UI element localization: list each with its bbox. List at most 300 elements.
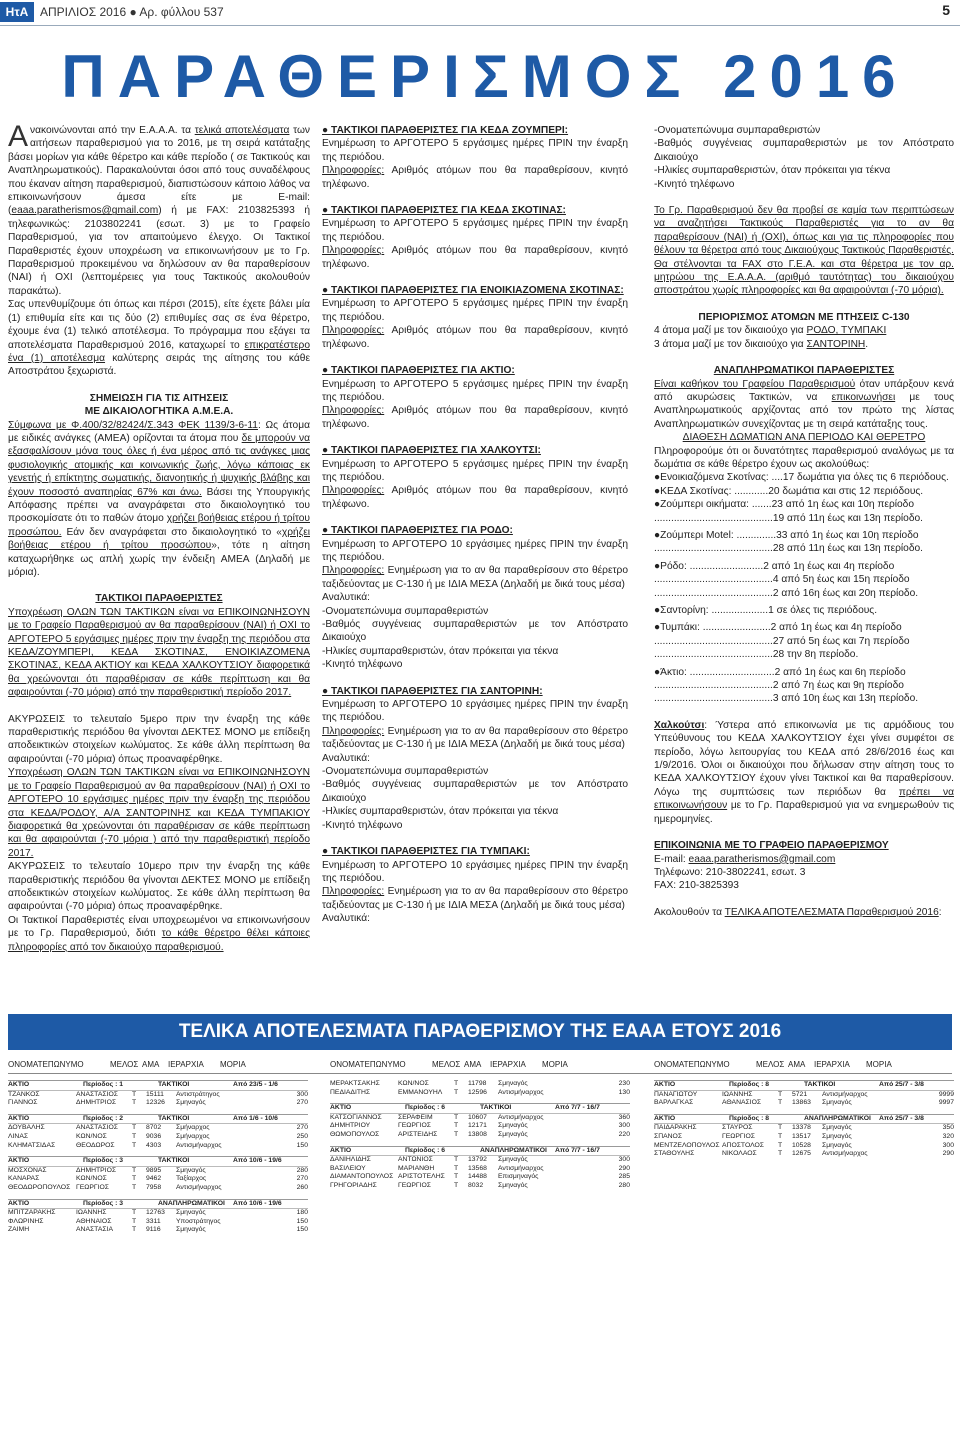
section-heading-text: ΤΑΚΤΙΚΟΙ ΠΑΡΑΘΕΡΙΣΤΕΣ ΓΙΑ ΑΚΤΙΟ: — [330, 365, 515, 377]
group-header-cell: Περίοδος : 6 — [405, 1146, 446, 1154]
results-cell: 270 — [296, 1124, 308, 1132]
results-cell: ΑΠΟΣΤΟΛΟΣ — [722, 1141, 765, 1149]
group-header-cell: Από 23/5 - 1/6 — [233, 1081, 278, 1088]
results-cell: Τ — [454, 1181, 459, 1189]
group-header-cell: Από 25/7 - 3/8 — [879, 1114, 924, 1122]
results-cell: 180 — [296, 1209, 308, 1217]
results-group — [8, 1114, 308, 1150]
results-cell: 12596 — [468, 1088, 487, 1096]
results-cell: ΤΖΑΝΚΟΣ — [8, 1090, 40, 1098]
results-cell: ΠΑΝΑΓΙΩΤΟΥ — [654, 1090, 698, 1098]
results-row — [330, 1156, 630, 1165]
results-cell: ΔΑΝΙΗΛΙΔΗΣ — [330, 1156, 371, 1164]
results-group-header — [8, 1156, 308, 1167]
limit-text: 3 άτομα μαζί με τον δικαιούχο για — [654, 338, 807, 350]
list-item: Αναλυτικά: — [322, 592, 370, 604]
chalkoutsi-text-2: με το Γρ. Παραθερισμού για να ενημερωθούν τις ημερομηνίες. — [654, 800, 954, 825]
group-header-cell: Περίοδος : 1 — [83, 1081, 124, 1088]
section-info — [322, 404, 628, 431]
results-cell: 300 — [942, 1141, 954, 1149]
issue-info: ΑΠΡΙΛΙΟΣ 2016 ● Αρ. φύλλου 537 — [40, 5, 224, 19]
contact-email-link[interactable]: eaaa.paratherismos@gmail.com — [688, 853, 836, 865]
results-cell: Σμήναρχος — [176, 1124, 210, 1132]
results-row — [330, 1165, 630, 1174]
group-header-cell: ΑΚΤΙΟ — [8, 1157, 30, 1165]
results-cell: ΛΙΝΑΣ — [8, 1132, 29, 1140]
results-column-2 — [330, 1080, 630, 1197]
c130-limit-1 — [654, 324, 954, 337]
results-cell: Τ — [454, 1122, 459, 1130]
section-line: Ενημέρωση το ΑΡΓΟΤΕΡΟ 10 εργάσιμες ημέρες ΠΡΙΝ την έναρξη της περιόδου. — [322, 538, 628, 563]
results-group — [654, 1114, 954, 1159]
info-label: Πληροφορίες: — [322, 565, 385, 577]
list-item: -Βαθμός συγγένειας συμπαραθεριστών με τον Απόστρατο Δικαιούχο — [654, 138, 954, 163]
room-allocation-line: ..........................................2 από 16η έως και 20η περίοδο. — [654, 587, 919, 599]
group-header-cell: ΑΝΑΠΛΗΡΩΜΑΤΙΚΟΙ — [158, 1199, 225, 1207]
group-header-cell: Περίοδος : 8 — [729, 1081, 770, 1088]
info-label: Πληροφορίες: — [322, 325, 385, 337]
results-cell: Αντισμήναρχος — [176, 1183, 222, 1191]
results-cell: 230 — [618, 1080, 630, 1087]
results-cell: Τ — [132, 1183, 137, 1191]
results-group-header — [8, 1080, 308, 1091]
results-row — [330, 1089, 630, 1098]
results-group — [330, 1103, 630, 1139]
results-row — [654, 1142, 954, 1151]
room-allocation-line: ●ΚΕΔΑ Σκοτίνας: ............20 δωμάτια και στις 12 περιόδους. — [654, 485, 924, 497]
column-header-points: ΜΟΡΙΑ — [542, 1060, 568, 1069]
group-header-cell: ΑΚΤΙΟ — [8, 1114, 30, 1122]
results-cell: Σμηναγός — [822, 1099, 852, 1107]
results-cell: ΓΕΩΡΓΙΟΣ — [398, 1181, 432, 1189]
results-group-header — [330, 1146, 630, 1157]
results-cell: Σμηναγός — [498, 1181, 528, 1189]
results-cell: ΓΕΩΡΓΙΟΣ — [76, 1183, 110, 1191]
section-heading: ● ΤΑΚΤΙΚΟΙ ΠΑΡΑΘΕΡΙΣΤΕΣ ΓΙΑ ΣΑΝΤΟΡΙΝΗ: — [322, 685, 543, 697]
results-cell: 290 — [618, 1164, 630, 1172]
room-allocation-line: ●Ενοικιαζόμενα Σκοτίνας: ....17 δωμάτια για όλες τις 6 περιόδους. — [654, 472, 949, 484]
results-cell: Σμηναγός — [822, 1141, 852, 1149]
chalkoutsi-paragraph — [654, 719, 954, 826]
list-item: Αναλυτικά: — [322, 752, 370, 764]
info-text: Ενημέρωση για το αν θα παραθερίσουν στο θέρετρο ταξιδεύοντας με C-130 ή με ΙΔΙΑ ΜΕΣΑ (Δηλαδή με δικά τους μέσα) — [322, 886, 628, 911]
section-info — [322, 564, 628, 591]
section-heading-text: ΤΑΚΤΙΚΟΙ ΠΑΡΑΘΕΡΙΣΤΕΣ ΓΙΑ ΡΟΔΟ: — [330, 525, 513, 537]
results-cell: Τ — [778, 1124, 783, 1132]
results-cell: ΔΗΜΗΤΡΙΟΣ — [76, 1166, 117, 1174]
note-text: : Ως άτομα με ειδικές ανάγκες (ΑΜΕΑ) ορίζονται τα άτομα που — [8, 419, 310, 444]
section-heading: ● ΤΑΚΤΙΚΟΙ ΠΑΡΑΘΕΡΙΣΤΕΣ ΓΙΑ ΚΕΔΑ ΣΚΟΤΙΝΑΣ: — [322, 205, 566, 217]
section-block — [322, 124, 628, 204]
results-cell: 260 — [296, 1183, 308, 1191]
note-text-3: Εάν δεν αναγράφεται στο δικαιολογητικό το « — [61, 526, 282, 538]
results-group — [8, 1156, 308, 1192]
results-group — [330, 1146, 630, 1191]
results-column-headers — [8, 1056, 952, 1074]
intro-text-3: ) ή με FAX: 2103825393 ή τηλεφωνικώς: 2103802241 (εσωτ. 3) με το Γραφείο Παραθερισμού, για τον απαιτούμενο έλεγχο. Οι Τακτικοί Παραθεριστές έχουν υποχρέωση να επικοινωνήσουν με το Γρ. Παραθερισμού προκειμένου να δηλώσουν αν θα παραθερίσουν (ΝΑΙ) ή ΟΧΙ (λεπτομέρειες για τους Τακτικούς ακολουθούν παρακάτω). — [8, 205, 310, 297]
page-header — [0, 0, 960, 26]
results-group-header — [330, 1103, 630, 1114]
regular-text-1: Υποχρέωση ΟΛΩΝ ΤΩΝ ΤΑΚΤΙΚΩΝ είναι να ΕΠΙΚΟΙΝΩΝΗΣΟΥΝ με το Γραφείο Παραθερισμού αν θα παραθερίσουν (ΝΑΙ) ή ΟΧΙ το ΑΡΓΟΤΕΡΟ 5 εργάσιμες ημέρες πριν την έναρξη της περιόδου στα ΚΕΔΑ/ΖΟΥΜΠΕΡΙ, ΚΕΔΑ ΣΚΟΤΙΝΑΣ, ΕΝΟΙΚΙΑΖΟΜΕΝΑ ΣΚΟΤΙΝΑΣ, ΚΕΔΑ ΑΚΤΙΟΥ και ΚΕΔΑ ΧΑΛΚΟΥΤΣΙΟΥ διαφορετικά θα χρεώνονται ότι παραθέρισαν σε κάθε περίπτωση και θα αφαιρούνται (-70 μόρια) από την παραθεριστική περίοδο 2017. — [8, 606, 310, 699]
list-item: -Ηλικίες συμπαραθεριστών, όταν πρόκειται για τέκνα — [654, 165, 891, 177]
group-header-cell: Περίοδος : 6 — [405, 1104, 446, 1112]
group-header-cell: Από 7/7 - 16/7 — [555, 1146, 600, 1154]
section-line: Ενημέρωση το ΑΡΓΟΤΕΡΟ 5 εργάσιμες ημέρες ΠΡΙΝ την έναρξη της περιόδου. — [322, 218, 628, 243]
group-header-cell: ΑΝΑΠΛΗΡΩΜΑΤΙΚΟΙ — [804, 1114, 871, 1122]
section-heading: ● ΤΑΚΤΙΚΟΙ ΠΑΡΑΘΕΡΙΣΤΕΣ ΓΙΑ ΕΝΟΙΚΙΑΖΟΜΕΝΑ ΣΚΟΤΙΝΑΣ: — [322, 285, 624, 297]
results-row — [654, 1124, 954, 1133]
column-header-priority: ΙΕΡΑΡΧΙΑ — [490, 1060, 526, 1069]
section-heading-text: ΤΑΚΤΙΚΟΙ ΠΑΡΑΘΕΡΙΣΤΕΣ ΓΙΑ ΧΑΛΚΟΥΤΣΙ: — [330, 445, 541, 457]
list-item: -Ονοματεπώνυμα συμπαραθεριστών — [322, 605, 489, 617]
results-cell: ΔΗΜΗΤΡΙΟΣ — [76, 1099, 117, 1107]
results-cell: ΜΑΡΙΑΝΘΗ — [398, 1164, 435, 1172]
regular-text-4: ΑΚΥΡΩΣΕΙΣ το τελευταίο 10μερο πριν την έναρξη της κάθε παραθεριστικής περιόδου θα γίνονται ΔΕΚΤΕΣ ΜΟΝΟ με επίδειξη αποδεικτικών στοιχείων κωλύματος. Σε κάθε άλλη περίπτωση θα αφαιρούνται (-70 μόρια) όπως προαναφέρθηκε. — [8, 861, 310, 913]
chalkoutsi-text: : Ύστερα από επικοινωνία με τις αρμόδιους του Υπεύθυνους του ΚΕΔΑ ΧΑΛΚΟΥΤΣΙΟΥ έχει γίνει συμφέτοι σε περίοδο, λόγω λειτουργίας του ΚΕΔΑ από 28/6/2016 έως και 1/9/2016. Όλοι οι δικαιούχοι που δήλωσαν στην αίτηση τους το ΚΕΔΑ ΧΑΛΚΟΥΤΣΙΟΥ έχουν γίνει Τακτικοί και θα παραθερίσουν. Λόγω της συμπτώσεις των περιόδων θα — [654, 719, 954, 798]
room-allocation-line: ..........................................3 από 10η έως και 13η περίοδο. — [654, 693, 919, 705]
info-label: Πληροφορίες: — [322, 245, 385, 257]
c130-limit-heading: ΠΕΡΙΟΡΙΣΜΟΣ ΑΤΟΜΩΝ ΜΕ ΠΤΗΣΕΙΣ C-130 — [698, 311, 910, 323]
group-header-cell: ΑΚΤΙΟ — [654, 1114, 676, 1122]
results-cell: 150 — [296, 1141, 308, 1149]
alternates-underline: Είναι καθήκον του Γραφείου Παραθερισμού — [654, 378, 856, 390]
results-cell: ΓΕΩΡΓΙΟΣ — [722, 1132, 756, 1140]
results-row — [8, 1175, 308, 1184]
results-intro-end: : — [938, 906, 942, 918]
list-item: -Κινητό τηλέφωνο — [654, 178, 735, 190]
results-cell: Επισμηναγός — [498, 1173, 539, 1181]
results-cell: ΣΠΑΝΟΣ — [654, 1132, 683, 1140]
group-header-cell: ΤΑΚΤΙΚΟΙ — [158, 1081, 190, 1088]
results-cell: 13568 — [468, 1164, 487, 1172]
results-cell: ΔΙΑΜΑΝΤΟΠΟΥΛΟΣ — [330, 1173, 394, 1181]
results-cell: ΣΕΡΑΦΕΙΜ — [398, 1113, 433, 1121]
list-item: -Κινητό τηλέφωνο — [322, 659, 403, 671]
results-cell: ΔΗΜΗΤΡΙΟΥ — [330, 1122, 371, 1130]
page-title: ΠΑΡΑΘΕΡΙΣΜΟΣ 2016 — [61, 43, 909, 110]
results-cell: Σμηναγός — [176, 1226, 206, 1234]
column-header-ama: ΑΜΑ — [464, 1060, 482, 1069]
results-cell: 270 — [296, 1099, 308, 1107]
note-ref: Σύμφωνα με Φ.400/32/82424/Σ.343 ΦΕΚ 1139/3-6-11 — [8, 419, 258, 431]
group-header-cell: Από 10/6 - 19/6 — [233, 1157, 282, 1165]
section-santorini — [322, 685, 628, 832]
room-allocation-line: ●Τυμπάκι: ........................2 από 1η έως και 4η περίοδο — [654, 622, 902, 634]
results-cell: ΓΡΗΓΟΡΙΑΔΗΣ — [330, 1181, 377, 1189]
results-cell: 290 — [942, 1150, 954, 1158]
group-header-cell: Περίοδος : 3 — [83, 1157, 124, 1165]
section-heading: ● ΤΑΚΤΙΚΟΙ ΠΑΡΑΘΕΡΙΣΤΕΣ ΓΙΑ ΧΑΛΚΟΥΤΣΙ: — [322, 445, 541, 457]
results-cell: 150 — [296, 1226, 308, 1234]
note-text-4: », τότε η αίτηση καταχωρήθηκε ως απλή χωρίς την ένδειξη ΑΜΕΑ (Δηλαδή με μόρια). — [8, 540, 311, 578]
results-row — [330, 1173, 630, 1182]
results-cell: 5721 — [792, 1090, 808, 1098]
results-group-header — [8, 1199, 308, 1210]
group-header-cell: ΤΑΚΤΙΚΟΙ — [480, 1104, 512, 1112]
results-cell: Σμηναγός — [176, 1209, 206, 1217]
regular-heading: ΤΑΚΤΙΚΟΙ ΠΑΡΑΘΕΡΙΣΤΕΣ — [95, 593, 223, 605]
results-cell: ΖΑΙΜΗ — [8, 1226, 30, 1234]
group-header-cell: Από 25/7 - 3/8 — [879, 1081, 924, 1088]
regular-text-5a: Οι Τακτικοί Παραθεριστές είναι υποχρεωμένοι να επικοινωνήσουν με το Γρ. Παραθερισμού, διότι — [8, 914, 310, 940]
list-item: -Ονοματεπώνυμα συμπαραθεριστών — [654, 125, 821, 136]
alternates-underline-2: επικοινωνήσει — [831, 391, 896, 403]
results-cell: ΓΕΩΡΓΙΟΣ — [398, 1122, 432, 1130]
results-cell: 12763 — [146, 1209, 165, 1217]
column-header-priority: ΙΕΡΑΡΧΙΑ — [168, 1060, 204, 1069]
info-text: Αριθμός ατόμων που θα παραθερίσουν, κινητό τηλέφωνο. — [322, 405, 628, 430]
info-text: Αριθμός ατόμων που θα παραθερίσουν, κινητό τηλέφωνο. — [322, 165, 628, 190]
group-header-cell: ΑΚΤΙΟ — [330, 1146, 352, 1154]
results-cell: ΒΑΣΙΛΕΙΟΥ — [330, 1164, 366, 1172]
results-cell: 8702 — [146, 1124, 162, 1132]
results-cell: Σμήναρχος — [176, 1132, 210, 1140]
results-cell: 7958 — [146, 1183, 162, 1191]
alternates-text-3: με τους Αναπληρωματικούς αρχίζοντας από τον πρώτο της λίστας Αναπληρωματικών συνεχίζοντας με τη σειρά κατάταξης τους. — [654, 391, 954, 430]
section-heading-text: ΤΑΚΤΙΚΟΙ ΠΑΡΑΘΕΡΙΣΤΕΣ ΓΙΑ ΤΥΜΠΑΚΙ: — [330, 846, 530, 858]
column-header-points: ΜΟΡΙΑ — [866, 1060, 892, 1069]
note-heading-1: ΣΗΜΕΙΩΣΗ ΓΙΑ ΤΙΣ ΑΙΤΗΣΕΙΣ — [89, 392, 229, 404]
group-header-cell: ΑΚΤΙΟ — [8, 1199, 30, 1207]
results-cell: Τ — [454, 1156, 459, 1164]
results-cell: ΔΟΥΒΑΛΗΣ — [8, 1124, 45, 1132]
results-row — [654, 1099, 954, 1108]
results-cell: ΑΝΑΣΤΑΣΙΟΣ — [76, 1090, 118, 1098]
results-cell: ΣΤΑΥΡΟΣ — [722, 1124, 753, 1132]
results-cell: ΑΡΙΣΤΟΤΕΛΗΣ — [398, 1173, 445, 1181]
group-header-cell: Περίοδος : 8 — [729, 1114, 770, 1122]
room-allocation-line: ●Ζούμπερι οικήματα: .......23 από 1η έως και 10η περίοδο — [654, 499, 915, 511]
results-cell: Τ — [454, 1080, 459, 1087]
email-link[interactable]: eaaa.paratherismos@gmail.com — [11, 205, 159, 217]
results-cell: ΜΕΝΤΖΕΛΟΠΟΥΛΟΣ — [654, 1141, 720, 1149]
room-allocation-line: ..........................................2 από 7η έως και 9η περίοδο — [654, 680, 904, 692]
results-row — [8, 1133, 308, 1142]
info-text: Αριθμός ατόμων που θα παραθερίσουν, κινητό τηλέφωνο. — [322, 245, 628, 270]
column-header-name: ΟΝΟΜΑΤΕΠΩΝΥΜΟ — [654, 1060, 730, 1069]
section-tympaki — [322, 845, 628, 925]
regular-text-5u: το κάθε θέρετρο θέλει κάποιες πληροφορίες από τον δικαιούχο παραθερισμού. — [8, 928, 310, 953]
note-underline-2: χρήζει βοήθειας ετέρου ή τρίτου προσώπου. — [8, 513, 310, 538]
results-cell: ΜΠΙΤΖΑΡΑΚΗΣ — [8, 1209, 56, 1217]
note-underline-3: χρήζει βοήθειας ετέρου ή τρίτου προσώπου — [8, 526, 310, 552]
results-row — [8, 1124, 308, 1133]
results-cell: ΘΕΟΔΩΡΟΣ — [76, 1141, 115, 1149]
info-label: Πληροφορίες: — [322, 725, 385, 737]
room-allocation-line: ..........................................28 την 8η περίοδο. — [654, 649, 859, 661]
section-line: Ενημέρωση το ΑΡΓΟΤΕΡΟ 5 εργάσιμες ημέρες ΠΡΙΝ την έναρξη της περιόδου. — [322, 138, 628, 163]
results-cell: 250 — [296, 1132, 308, 1140]
group-header-cell: ΑΚΤΙΟ — [654, 1081, 676, 1088]
group-header-cell: Περίοδος : 3 — [83, 1199, 124, 1207]
intro-text-2: των αιτήσεων παραθερισμού για το 2016, με τη σειρά κατάταξης βάσει μορίων για κάθε θέρετρο και κάθε περίοδο ( σε Τακτικούς και Αναπληρωματικούς). Παρακαλούνται όσοι από τους συναδέλφους που έκαναν αίτηση παραθερισμού, διαπιστώσουν κάποιο λάθος να επικοινωνήσουν άμεσα είτε με E-mail: ( — [8, 125, 311, 217]
group-header-cell: Από 10/6 - 19/6 — [233, 1199, 282, 1207]
column-header-ama: ΑΜΑ — [788, 1060, 806, 1069]
info-label: Πληροφορίες: — [322, 165, 385, 177]
column-header-branch: ΜΕΛΟΣ — [432, 1060, 461, 1069]
section-heading: ● ΤΑΚΤΙΚΟΙ ΠΑΡΑΘΕΡΙΣΤΕΣ ΓΙΑ ΑΚΤΙΟ: — [322, 365, 515, 377]
results-cell: Σμηναγός — [498, 1080, 528, 1087]
results-column-1 — [8, 1080, 308, 1241]
group-header-cell: Περίοδος : 2 — [83, 1114, 124, 1122]
results-cell: Τ — [454, 1130, 459, 1138]
results-row — [8, 1184, 308, 1193]
section-info — [322, 484, 628, 511]
group-header-cell: Από 7/7 - 16/7 — [555, 1104, 600, 1112]
results-group-header — [8, 1114, 308, 1125]
results-cell: Αντισμήναρχος — [822, 1150, 868, 1158]
chalkoutsi-label: Χαλκούτσι — [654, 719, 705, 731]
info-text: Αριθμός ατόμων που θα παραθερίσουν, κινητό τηλέφωνο. — [322, 485, 628, 510]
spacer — [322, 511, 628, 524]
section-heading: ● ΤΑΚΤΙΚΟΙ ΠΑΡΑΘΕΡΙΣΤΕΣ ΓΙΑ ΡΟΔΟ: — [322, 525, 513, 537]
room-allocation-line: ..........................................4 από 5η έως και 15η περίοδο — [654, 574, 910, 586]
results-cell: 360 — [618, 1113, 630, 1121]
results-cell: ΚΩΝ/ΝΟΣ — [76, 1132, 107, 1140]
results-cell: Σμηναγός — [176, 1099, 206, 1107]
results-cell: Τ — [778, 1132, 783, 1140]
regular-text-2: ΑΚΥΡΩΣΕΙΣ το τελευταίο 5μερο πριν την έναρξη της κάθε παραθεριστικής περιόδου θα γίνονται ΔΕΚΤΕΣ ΜΟΝΟ με επίδειξη αποδεικτικών στοιχείων κωλύματος. Σε κάθε άλλη περίπτωση θα αφαιρούνται (-70 μόρια) όπως προαναφέρθηκε. — [8, 713, 310, 765]
results-cell: Τ — [778, 1141, 783, 1149]
info-label: Πληροφορίες: — [322, 405, 385, 417]
results-row — [8, 1218, 308, 1227]
section-heading-text: ΤΑΚΤΙΚΟΙ ΠΑΡΑΘΕΡΙΣΤΕΣ ΓΙΑ ΚΕΔΑ ΣΚΟΤΙΝΑΣ: — [330, 205, 566, 217]
results-cell: Σμηναγός — [498, 1130, 528, 1138]
results-cell: ΘΩΜΟΠΟΥΛΟΣ — [330, 1130, 380, 1138]
results-cell: 285 — [618, 1173, 630, 1181]
results-cell: 9999 — [938, 1090, 954, 1098]
results-row — [654, 1150, 954, 1159]
group-header-cell: ΤΑΚΤΙΚΟΙ — [158, 1114, 190, 1122]
article-column-1 — [8, 120, 311, 954]
results-cell: 9036 — [146, 1132, 162, 1140]
results-group — [330, 1080, 630, 1097]
results-cell: ΚΑΝΑΡΑΣ — [8, 1175, 40, 1183]
results-cell: ΑΝΤΩΝΙΟΣ — [398, 1156, 433, 1164]
results-column-3 — [654, 1080, 954, 1165]
page-number: 5 — [942, 2, 950, 18]
contact-phone: Τηλέφωνο: 210-3802241, εσωτ. 3 — [654, 866, 806, 878]
room-allocation-line: ●Άκτιο: ..............................2 από 1η έως και 6η περίοδο — [654, 666, 906, 678]
results-row — [8, 1099, 308, 1108]
results-cell: 13808 — [468, 1130, 487, 1138]
list-item: -Ονοματεπώνυμα συμπαραθεριστών — [322, 766, 489, 778]
group-header-cell: ΑΚΤΙΟ — [8, 1081, 30, 1088]
results-cell: 150 — [296, 1217, 308, 1225]
list-item: -Βαθμός συγγένειας συμπαραθεριστών με τον Απόστρατο Δικαιούχο — [322, 619, 628, 644]
results-row — [330, 1080, 630, 1089]
room-allocation-line: ●Σαντορίνη: ....................1 σε όλες τις περιόδους. — [654, 605, 878, 616]
intro-paragraph — [8, 120, 311, 298]
limit-text: 4 άτομα μαζί με τον δικαιούχο για — [654, 325, 807, 337]
results-cell: Τ — [132, 1166, 137, 1174]
results-cell: Τ — [132, 1124, 137, 1132]
results-cell: Τ — [132, 1132, 137, 1140]
info-text: Αριθμός ατόμων που θα παραθερίσουν, κινητό τηλέφωνο. — [322, 325, 628, 350]
article-column-3 — [654, 124, 954, 919]
results-cell: 12675 — [792, 1150, 811, 1158]
results-cell: 9116 — [146, 1226, 161, 1234]
room-allocation-line: ●Ρόδο: ..........................2 από 1η έως και 4η περίοδο — [654, 560, 895, 572]
results-cell: ΘΕΟΔΩΡΟΠΟΥΛΟΣ — [8, 1183, 71, 1191]
results-cell: 10607 — [468, 1113, 487, 1121]
note-paragraph — [8, 419, 310, 580]
results-cell: ΑΘΑΝΑΣΙΟΣ — [722, 1099, 762, 1107]
alternates-text-2: όταν υπάρξουν κενά από ακυρώσεις Τακτικών, να — [654, 378, 954, 403]
list-item: Αναλυτικά: — [322, 913, 370, 925]
section-line: Ενημέρωση το ΑΡΓΟΤΕΡΟ 5 εργάσιμες ημέρες ΠΡΙΝ την έναρξη της περιόδου. — [322, 458, 628, 483]
info-label: Πληροφορίες: — [322, 886, 385, 898]
results-cell: 300 — [618, 1156, 630, 1164]
note-underline: δε μπορούν να εξασφαλίσουν μόνα τους όλες ή ένα μέρος από τις ανάγκες μιας φυσιολογικής ατομικής και κοινωνικής ζωής, λόγω κάποιας εκ γενετής ή επίκτητης σωματικής, διανοητικής ή ψυχικής βλάβης και έχουν ποσοστό αναπηρίας 67% και άνω. — [8, 432, 310, 498]
rooms-heading: ΔΙΑΘΕΣΗ ΔΩΜΑΤΙΩΝ ΑΝΑ ΠΕΡΙΟΔΟ ΚΑΙ ΘΕΡΕΤΡΟ — [682, 432, 926, 444]
results-cell: ΜΕΡΑΚΤΣΑΚΗΣ — [330, 1080, 380, 1087]
section-heading-text: ΤΑΚΤΙΚΟΙ ΠΑΡΑΘΕΡΙΣΤΕΣ ΓΙΑ ΚΕΔΑ ΖΟΥΜΠΕΡΙ: — [330, 125, 569, 136]
results-cell: ΒΑΡΛΑΓΚΑΣ — [654, 1099, 694, 1107]
results-cell: Τ — [778, 1099, 783, 1107]
results-cell: Τ — [778, 1150, 783, 1158]
chalkoutsi-underline: πρέπει να επικοινωνήσουν — [654, 786, 954, 812]
regular-text-5 — [8, 914, 310, 954]
publication-logo: ΗτΑ — [0, 2, 34, 22]
results-row — [8, 1142, 308, 1151]
results-cell: 270 — [296, 1175, 308, 1183]
reminder-text: Σας υπενθυμίζουμε ότι όπως και πέρσι (2015), είτε έχετε βάλει μία (1) επιθυμία είτε και τις δύο (2) επιθυμίες σας σε ένα θέρετρο, έχουμε ένα (1) τελικό αποτέλεσμα. Το πρόγραμμα που εξάγει τα αποτελέσματα Παραθερισμού 2016, καταχωρεί το — [8, 299, 310, 351]
note-text-2: Βάσει της Υπουργικής Απόφασης πρέπει να αναγράφεται στο δικαιολογητικό του προσκομίσατε ότι το παθών άτομο — [8, 486, 310, 525]
results-cell: 13792 — [468, 1156, 487, 1164]
results-row — [8, 1091, 308, 1100]
results-row — [330, 1182, 630, 1191]
results-cell: 300 — [618, 1122, 630, 1130]
alternates-text — [654, 378, 954, 432]
results-cell: ΓΙΑΝΝΟΣ — [8, 1099, 38, 1107]
column-header-name: ΟΝΟΜΑΤΕΠΩΝΥΜΟ — [330, 1060, 406, 1069]
spacer — [322, 351, 628, 364]
intro-text: νακοινώνονται από την Ε.Α.Α.Α. τα — [30, 125, 195, 136]
results-cell: Τ — [132, 1175, 137, 1183]
limit-dest: ΡΟΔΟ, ΤΥΜΠΑΚΙ — [806, 325, 887, 337]
section-block — [322, 444, 628, 524]
group-header-cell: ΤΑΚΤΙΚΟΙ — [158, 1157, 190, 1165]
section-line: Ενημέρωση το ΑΡΓΟΤΕΡΟ 10 εργάσιμες ημέρες ΠΡΙΝ την έναρξη της περιόδου. — [322, 699, 628, 724]
section-info — [322, 324, 628, 351]
results-cell: 13378 — [792, 1124, 811, 1132]
alternates-heading: ΑΝΑΠΛΗΡΩΜΑΤΙΚΟΙ ΠΑΡΑΘΕΡΙΣΤΕΣ — [713, 365, 895, 377]
section-info — [322, 885, 628, 912]
results-cell: Τ — [132, 1141, 137, 1149]
group-header-cell: ΤΑΚΤΙΚΟΙ — [804, 1081, 836, 1088]
results-intro-underline: ΤΕΛΙΚΑ ΑΠΟΤΕΛΕΣΜΑΤΑ Παραθερισμού 2016 — [724, 906, 939, 918]
results-cell: 12326 — [146, 1099, 165, 1107]
results-cell: 14488 — [468, 1173, 487, 1181]
group-header-cell: Από 1/6 - 10/6 — [233, 1114, 278, 1122]
group-header-cell: ΑΝΑΠΛΗΡΩΜΑΤΙΚΟΙ — [480, 1146, 547, 1154]
reminder-paragraph — [8, 298, 310, 378]
results-cell: Σμηναγός — [498, 1122, 528, 1130]
section-block — [322, 284, 628, 364]
section-info — [322, 164, 628, 191]
results-cell: ΕΜΜΑΝΟΥΗΛ — [398, 1088, 443, 1096]
group-header-cell: ΑΚΤΙΟ — [330, 1104, 352, 1112]
results-cell: 280 — [296, 1166, 308, 1174]
results-cell: 13517 — [792, 1132, 811, 1140]
section-block — [322, 204, 628, 284]
limit-end: . — [865, 338, 869, 350]
results-cell: 320 — [942, 1132, 954, 1140]
results-cell: 9895 — [146, 1166, 162, 1174]
results-row — [330, 1122, 630, 1131]
results-cell: Σμηναγός — [822, 1132, 852, 1140]
